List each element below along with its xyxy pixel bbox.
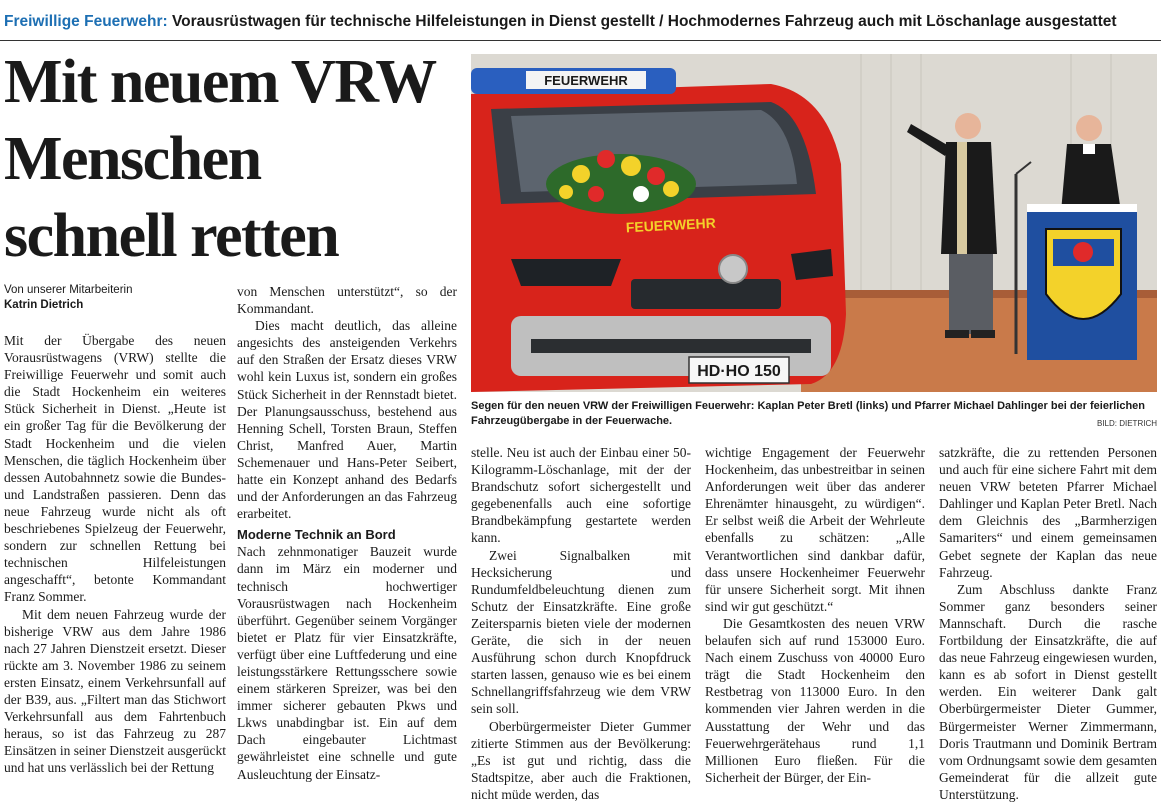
paragraph: Dies macht deutlich, das alleine angesichts des ansteigenden Verkehrs auf den Straßen der Ersatz dieses VRW wohl kein Luxus ist, sondern ein großes Stück Sicherheit in der Rennstadt bietet. Der Planungsausschuss, bestehend aus Henning Schell, Torsten Braun, Steffen Christ, Manfred Auer, Martin Schemenauer und Hans-Peter Seibert, hatte ein Konzept anhand des Bedarfs und der Anforderungen an das Fahrzeug erarbeitet. bbox=[237, 318, 457, 522]
roof-sign-text: FEUERWEHR bbox=[544, 73, 628, 88]
byline bbox=[4, 283, 132, 313]
byline-author: Katrin Dietrich bbox=[4, 299, 84, 311]
article-column-2 bbox=[237, 283, 457, 783]
kicker-rule bbox=[0, 40, 1161, 41]
article-column-3 bbox=[471, 444, 691, 803]
photo-credit: BILD: DIETRICH bbox=[1096, 419, 1157, 428]
license-plate-text: HD·HO 150 bbox=[697, 363, 781, 380]
article-column-1 bbox=[4, 332, 226, 776]
paragraph: Zwei Signalbalken mit Hecksicherung und Rundumfeldbeleuchtung dienen zum Schutz der Einsatzkräfte. Eine große Zeitersparnis bieten viele der modernen Geräte, die sich in der neuen Ausführung schon durch Knopfdruck starten lassen, genauso wie es bei einem Schnellangriffsfahrzeug wie dem VRW sein soll. bbox=[471, 547, 691, 717]
photo-illustration bbox=[471, 54, 1157, 392]
headline-line-3: schnell retten bbox=[4, 202, 339, 270]
paragraph: Oberbürgermeister Dieter Gummer zitierte Stimmen aus der Bevölkerung: „Es ist gut und richtig, dass die Stadtspitze, aber auch die Fraktionen, nicht müde werden, das bbox=[471, 718, 691, 802]
vw-logo bbox=[719, 255, 747, 283]
headlight-left bbox=[511, 259, 621, 286]
headlight-right bbox=[791, 249, 833, 280]
byline-prefix: Von unserer Mitarbeiterin bbox=[4, 284, 133, 296]
hood-text: FEUERWEHR bbox=[625, 214, 717, 236]
paragraph: Mit der Übergabe des neuen Vorausrüstwagens (VRW) stellte die Freiwillige Feuerwehr und somit auch die Stadt Hockenheim ein weiteres Stück Sicherheit in Dienst. „Heute ist ein großer Tag für die Bevölkerung der Stadt Hockenheim und die vielen Menschen, die täglich Hockenheim über dessen Autobahnnetz sowie die Bundes- und Landstraßen passieren. Denn das neue Fahrzeug wurde nicht als oft beschriebenes Spielzeug der Feuerwehr, sondern zur schnellen Rettung bei technischen Hilfeleistungen angeschafft“, betonte Kommandant Franz Sommer. bbox=[4, 333, 226, 605]
headline-line-1: Mit neuem VRW bbox=[4, 48, 436, 116]
subheading: Moderne Technik an Bord bbox=[237, 527, 396, 543]
paragraph: satzkräfte, die zu rettenden Personen und auch für eine sichere Fahrt mit dem neuen VRW beteten Pfarrer Michael Dahlinger und Kaplan Peter Bretl. Nach dem Gleichnis des „Barmherzigen Samariters“ und einem gemeinsamen Gebet segnete der Kaplan das neue Fahrzeug. bbox=[939, 445, 1157, 580]
kicker-line bbox=[4, 13, 1117, 31]
paragraph: wichtige Engagement der Feuerwehr Hockenheim, das unbestreitbar in seinen Anforderungen weit über das anderer Ehrenämter hinausgeht, zu würdigen“. Er selbst weiß die Arbeit der Wehrleute ebenfalls zu schätzen: „Alle Verantwortlichen sind dankbar dafür, dass unsere Hockenheimer Feuerwehr für unsere Sicherheit sorgt. Mit ihnen sind wir gut geschützt.“ bbox=[705, 445, 925, 614]
paragraph: Nach zehnmonatiger Bauzeit wurde dann im März ein moderner und technisch hochwertiger Vorausrüstwagen nach Hockenheim überführt. Gegenüber seinem Vorgänger bietet er Platz für vier Einsatzkräfte, verfügt über eine Luftfederung und eine leistungsstärkere Rettungsschere sowie einem stärkeren Spreizer, was bei den immer sicherer gebauten Pkws und Lkws unabdingbar ist. Ein auf dem Dach eingebauter Lichtmast gewährleistet eine schnelle und gute Ausleuchtung der Einsatz- bbox=[237, 544, 457, 782]
paragraph: Zum Abschluss dankte Franz Sommer ganz besonders seiner Mannschaft. Durch die rasche Fortbildung der Einsatzkräfte, die auf das neue Fahrzeug eingewiesen wurden, kann es ab sofort in Dienst gestellt werden. Ein weiterer Dank galt Oberbürgermeister Dieter Gummer, Bürgermeister Werner Zimmermann, Doris Trautmann und Dominik Bertram vom Ordnungsamt sowie dem gesamten Gemeinderat für die allzeit gute Unterstützung. bbox=[939, 581, 1157, 802]
paragraph: Mit dem neuen Fahrzeug wurde der bisherige VRW aus dem Jahre 1986 nach 27 Jahren Dienstzeit ersetzt. Dieser rückte am 3. November 1986 zu seinem ersten Einsatz, einem Verkehrsunfall auf der B39, aus. „Filtert man das Stichwort Verkehrsunfall aus dem Fahrtenbuch heraus, so ist das Fahrzeug zu 287 Einsätzen in seiner Dienstzeit ausgerückt und hat uns verlässlich bei der Rettung bbox=[4, 606, 226, 776]
photo-caption: Segen für den neuen VRW der Freiwilligen Feuerwehr: Kaplan Peter Bretl (links) und Pfarrer Michael Dahlinger bei der feierlichen Fahrzeugübergabe in der Feuerwache. bbox=[471, 400, 1146, 427]
headline bbox=[4, 44, 464, 275]
paragraph: Die Gesamtkosten des neuen VRW belaufen sich auf rund 153000 Euro. Nach einem Zuschuss von 40000 Euro trägt die Stadt Hockenheim den Restbetrag von 113000 Euro. In den kommenden vier Jahren werden in die Ausstattung der Wehr und das Feuerwehrgerätehaus rund 1,1 Millionen Euro fließen. Für die Sicherheit der Bürger, der Ein- bbox=[705, 615, 925, 785]
grille bbox=[631, 279, 781, 309]
kicker-label: Freiwillige Feuerwehr: bbox=[4, 13, 168, 30]
paragraph: von Menschen unterstützt“, so der Kommandant. bbox=[237, 284, 457, 317]
kicker-text: Vorausrüstwagen für technische Hilfeleistungen in Dienst gestellt / Hochmodernes Fahrzeug auch mit Löschanlage ausgestattet bbox=[167, 13, 1117, 30]
article-column-4 bbox=[705, 444, 925, 786]
headline-line-2: Menschen bbox=[4, 125, 261, 193]
article-column-5 bbox=[939, 444, 1157, 803]
paragraph: stelle. Neu ist auch der Einbau einer 50-Kilogramm-Löschanlage, mit der der Brandschutz sofort sichergestellt und gegebenenfalls auch eine sofortige Brandbekämpfung gestartete werden kann. bbox=[471, 445, 691, 546]
article-photo bbox=[471, 54, 1157, 392]
